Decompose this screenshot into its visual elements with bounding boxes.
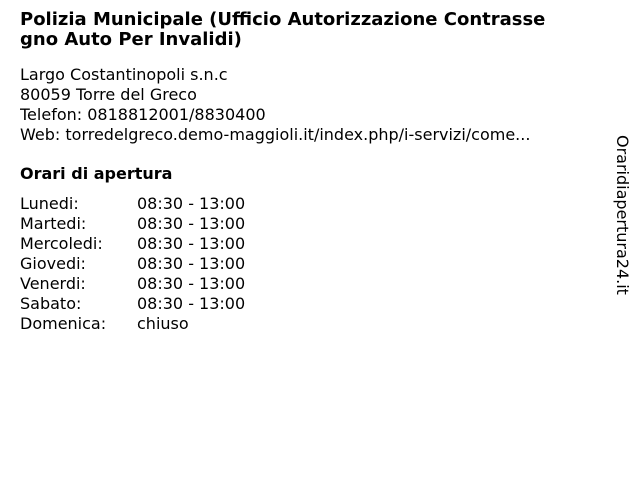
time-value: 08:30 - 13:00 [137, 294, 246, 313]
contact-info [20, 65, 595, 145]
time-value: 08:30 - 13:00 [137, 214, 246, 233]
day-label: Sabato: [20, 294, 82, 313]
hours-row-saturday [20, 294, 245, 314]
time-value: 08:30 - 13:00 [137, 274, 246, 293]
day-label: Mercoledi: [20, 234, 103, 253]
day-label: Lunedi: [20, 194, 79, 213]
time-value: 08:30 - 13:00 [137, 254, 246, 273]
web-line [20, 125, 595, 145]
day-label: Domenica: [20, 314, 107, 333]
page-title-line-1: Polizia Municipale (Ufficio Autorizzazione Contrasse [20, 9, 546, 30]
hours-row-tuesday [20, 214, 245, 234]
web-link[interactable]: torredelgreco.demo-maggioli.it/index.php/i-servizi/come... [65, 125, 531, 144]
hours-row-friday [20, 274, 245, 294]
street-address: Largo Costantinopoli s.n.c [20, 65, 228, 84]
hours-row-wednesday [20, 234, 245, 254]
time-value: 08:30 - 13:00 [137, 234, 246, 253]
site-brand-vertical: Oraridiapertura24.it [613, 135, 632, 295]
page-title [20, 10, 620, 50]
hours-row-monday [20, 194, 245, 214]
phone-number[interactable]: 0818812001/8830400 [87, 105, 266, 124]
day-label: Martedi: [20, 214, 87, 233]
phone-line [20, 105, 595, 125]
hours-row-sunday [20, 314, 245, 334]
page-title-line-2: gno Auto Per Invalidi) [20, 29, 242, 50]
time-value: 08:30 - 13:00 [137, 194, 246, 213]
time-value: chiuso [137, 314, 189, 333]
hours-heading: Orari di apertura [20, 164, 173, 183]
day-label: Giovedi: [20, 254, 86, 273]
web-label: Web: [20, 125, 61, 144]
hours-row-thursday [20, 254, 245, 274]
phone-label: Telefon: [20, 105, 83, 124]
opening-hours-table [20, 194, 245, 334]
day-label: Venerdi: [20, 274, 86, 293]
city: 80059 Torre del Greco [20, 85, 197, 104]
